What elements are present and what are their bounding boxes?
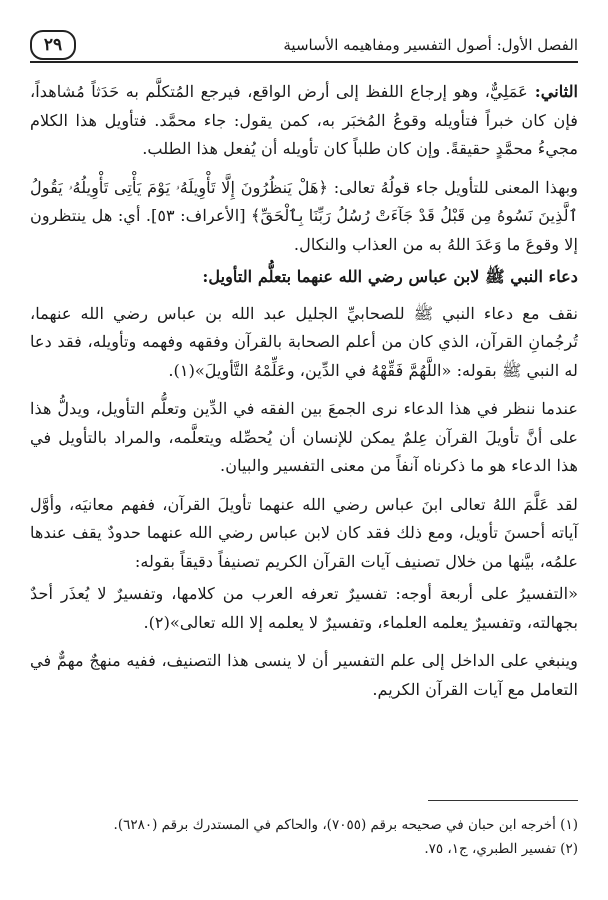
page-header [30, 28, 578, 64]
page-body [30, 78, 578, 714]
footnote-rule [428, 800, 578, 801]
paragraph-1 [30, 78, 578, 164]
paragraph-2: وبهذا المعنى للتأويل جاء قولُهُ تعالى: ﴿هَلْ يَنظُرُونَ إِلَّا تَأْوِيلَهُۥ يَوْمَ يَأْتِى تَأْوِيلُهُۥ يَقُولُ ٱلَّذِينَ نَسُوهُ مِن قَبْلُ قَدْ جَآءَتْ رُسُلُ رَبِّنَا بِٱلْحَقِّ﴾ [الأعراف: ٥٣]. أي: هل ينتظرون إلا وقوعَ ما وَعَدَ اللهُ به من العذاب والنكال. [30, 177, 578, 254]
paragraph-6: «التفسيرُ على أربعة أوجه: تفسيرٌ تعرفه العرب من كلامها، وتفسيرٌ لا يُعذَر أحدٌ بجهالته، وتفسيرٌ يعلمه العلماء، وتفسيرٌ لا يعلمه إلا الله تعالى»(٢). [30, 584, 578, 632]
paragraph-1-text: عَمَلِيٌّ، وهو إرجاع اللفظ إلى أرض الواقع، فيرجع المُتكلَّم به حَدَثاً مُشاهداً، فإن كان خبراً فتأويله وقوعُ المُخبَر به، كمن يقول: جاء محمَّد. فتأويل هذا الكلام مجيءُ محمَّدٍ حقيقةً. وإن كان طلباً كان تأويله أن يُفعل هذا الطلب. [30, 82, 578, 158]
chapter-title: الفصل الأول: أصول التفسير ومفاهيمه الأساسية [283, 36, 578, 54]
footnotes [30, 800, 578, 861]
paragraph-5: لقد عَلَّمَ اللهُ تعالى ابنَ عباس رضي الله عنهما تأويلَ القرآن، ففهم معانيَه، وأوَّل آياته أحسنَ تأويل، ومع ذلك فقد كان لابن عباس رضي الله عنهما حدودٌ يقف عندها علمُه، بيَّنها من خلال تصنيف آيات القرآن الكريم تصنيفاً دقيقاً بقوله: [30, 494, 578, 571]
paragraph-1-lead: الثاني: [527, 82, 578, 101]
footnote-1: (١) أخرجه ابن حبان في صحيحه برقم (٧٠٥٥)، والحاكم في المستدرك برقم (٦٢٨٠). [113, 817, 578, 833]
footnote-2: (٢) تفسير الطبري، ج١، ٧٥. [424, 841, 578, 857]
header-rule [30, 61, 578, 63]
paragraph-4: عندما ننظر في هذا الدعاء نرى الجمعَ بين الفقه في الدِّين وتعلُّم التأويل، ويدلُّ هذا على أنَّ تأويلَ القرآن عِلمٌ يمكن للإنسان أن يُحصِّله ويتعلَّمه، والمراد بالتأويل في هذا الدعاء هو ما ذكرناه آنفاً من معنى التفسير والبيان. [30, 399, 578, 475]
page-number: ٢٩ [30, 30, 76, 60]
paragraph-3: نقف مع دعاء النبي ﷺ للصحابيِّ الجليل عبد الله بن عباس رضي الله عنهما، تُرجُمانِ القرآن، الذي كان من أعلم الصحابة بالقرآن وفقهه وفهمه وتأويله، فقد دعا له النبي ﷺ بقوله: «اللَّهُمَّ فَقِّهْهُ في الدِّين، وعَلِّمْهُ التَّأويلَ»(١). [30, 303, 578, 380]
paragraph-7: وينبغي على الداخل إلى علم التفسير أن لا ينسى هذا التصنيف، ففيه منهجٌ مهمٌّ في التعامل مع آيات القرآن الكريم. [30, 651, 578, 699]
section-heading: دعاء النبي ﷺ لابن عباس رضي الله عنهما بتعلُّم التأويل: [202, 267, 578, 286]
